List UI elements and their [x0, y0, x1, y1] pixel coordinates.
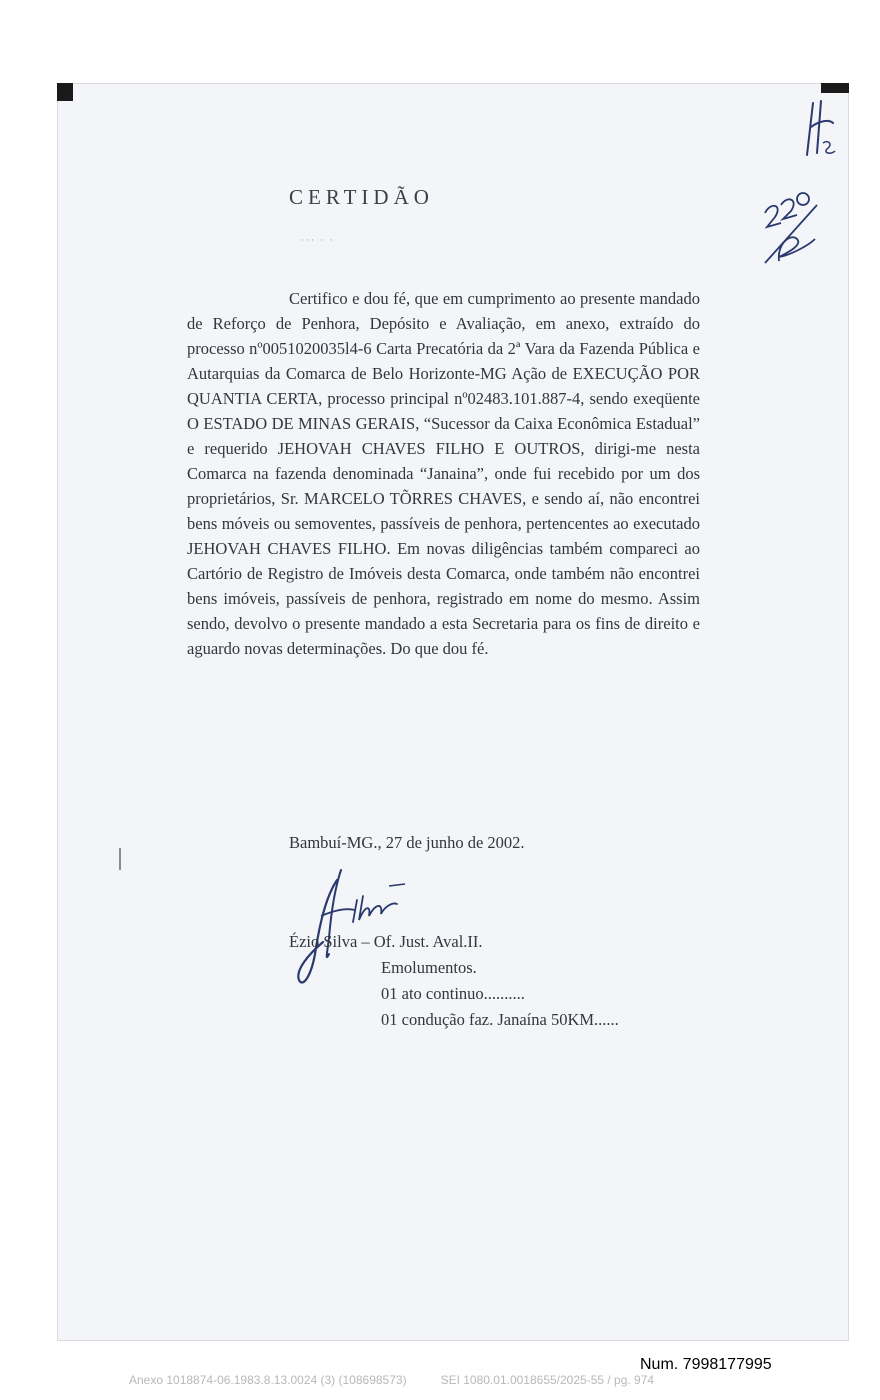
document-title: CERTIDÃO	[289, 185, 434, 209]
official-name: Ézio Silva – Of. Just. Aval.II.	[289, 932, 483, 951]
place-date: Bambuí-MG., 27 de junho de 2002.	[289, 833, 525, 852]
scan-mark	[119, 848, 121, 870]
emolumentos-item: 01 ato continuo..........	[381, 984, 525, 1003]
handwritten-page-number	[799, 97, 839, 161]
footer-reference	[129, 1373, 654, 1387]
annex-reference: Anexo 1018874-06.1983.8.13.0024 (3) (108698573)	[129, 1373, 407, 1387]
scan-specks: ··· · ·	[301, 235, 335, 245]
emolumentos-item: 01 condução faz. Janaína 50KM......	[381, 1010, 619, 1029]
emolumentos-label: Emolumentos.	[381, 958, 477, 977]
sei-reference: SEI 1080.01.0018655/2025-55 / pg. 974	[440, 1373, 655, 1387]
certificate-body: Certifico e dou fé, que em cumprimento ao presente mandado de Reforço de Penhora, Depósito e Avaliação, em anexo, extraído do processo nº0051020035l4-6 Carta Precatória da 2ª Vara da Fazenda Pública e Autarquias da Comarca de Belo Horizonte-MG Ação de EXECUÇÃO POR QUANTIA CERTA, processo principal nº02483.101.887-4, sendo exeqüente O ESTADO DE MINAS GERAIS, “Sucessor da Caixa Econômica Estadual” e requerido JEHOVAH CHAVES FILHO E OUTROS, dirigi-me nesta Comarca na fazenda denominada “Janaina”, onde fui recebido por um dos proprietários, Sr. MARCELO TÕRRES CHAVES, e sendo aí, não encontrei bens móveis ou semoventes, passíveis de penhora, pertencentes ao executado JEHOVAH CHAVES FILHO. Em novas diligências também compareci ao Cartório de Registro de Imóveis desta Comarca, onde também não encontrei bens imóveis, passíveis de penhora, registrado em nome do mesmo. Assim sendo, devolvo o presente mandado a esta Secretaria para os fins de direito e aguardo novas determinações. Do que dou fé.	[187, 289, 700, 658]
scanned-page	[57, 83, 849, 1341]
document-number: Num. 7998177995	[640, 1356, 772, 1373]
handwritten-folio-number	[757, 183, 823, 273]
